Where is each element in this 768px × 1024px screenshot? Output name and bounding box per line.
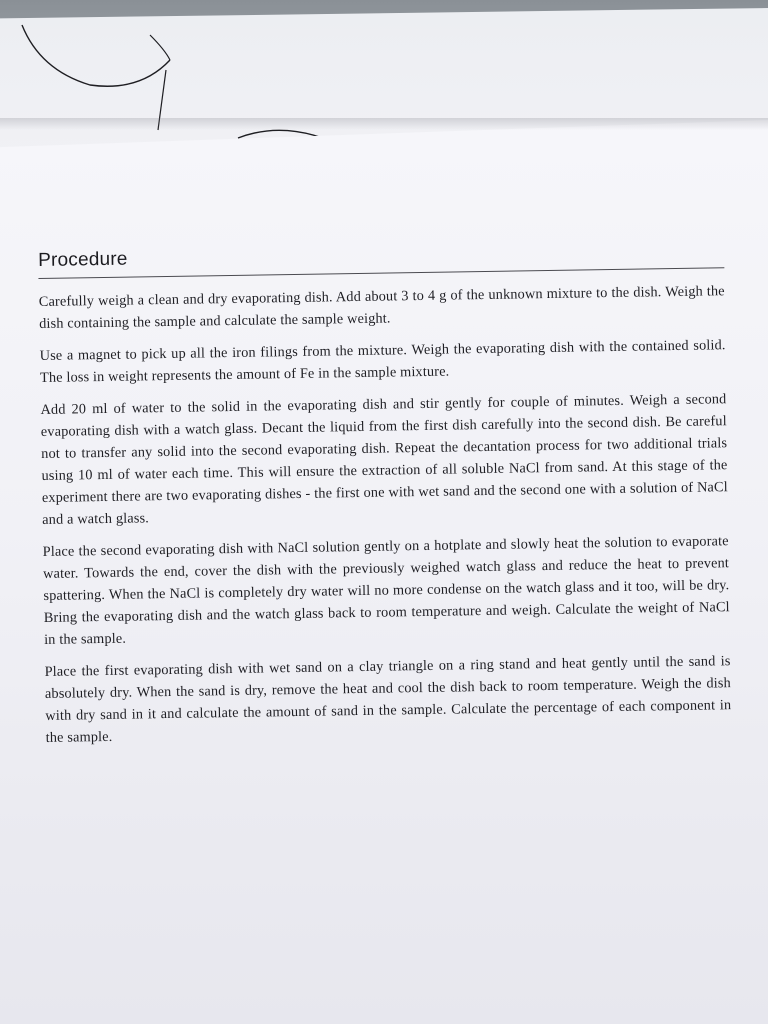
procedure-paragraph: Use a magnet to pick up all the iron filings from the mixture. Weigh the evaporating dish with the contained solid. The loss in weight represents the amount of Fe in the sample mixture. <box>39 337 726 386</box>
section-heading: Procedure <box>38 239 724 279</box>
procedure-paragraph: Place the first evaporating dish with wet sand on a clay triangle on a ring stand and heat gently until the sand is absolutely dry. When the sand is dry, remove the heat and cool the dish back to room temperature. Weigh the dish with dry sand in it and calculate the amount of sand in the sample. Calculate the percentage of each component in the sample. <box>44 653 732 746</box>
page-edge-shadow <box>0 118 768 130</box>
procedure-paragraph: Carefully weigh a clean and dry evaporating dish. Add about 3 to 4 g of the unknown mixture to the dish. Weigh the dish containing the sample and calculate the sample weight. <box>38 283 725 332</box>
procedure-paragraph: Add 20 ml of water to the solid in the evaporating dish and stir gently for couple of minutes. Weigh a second evaporating dish with a watch glass. Decant the liquid from the first dish carefully into the second dish. Be careful not to transfer any solid into the second evaporating dish. Repeat the decantation process for two additional trials using 10 ml of water each time. This will ensure the extraction of all soluble NaCl from sand. At this stage of the experiment there are two evaporating dishes - the first one with wet sand and the second one with a solution of NaCl and a watch glass. <box>40 391 728 528</box>
procedure-paragraph: Place the second evaporating dish with NaCl solution gently on a hotplate and slowly heat the solution to evaporate water. Towards the end, cover the dish with the previously weighed watch glass and reduce the heat to prevent spattering. When the NaCl is completely dry water will no more condense on the watch glass and it too, will be dry. Bring the evaporating dish and the watch glass back to room temperature and weigh. Calculate the weight of NaCl in the sample. <box>42 533 730 648</box>
procedure-section <box>38 239 746 759</box>
